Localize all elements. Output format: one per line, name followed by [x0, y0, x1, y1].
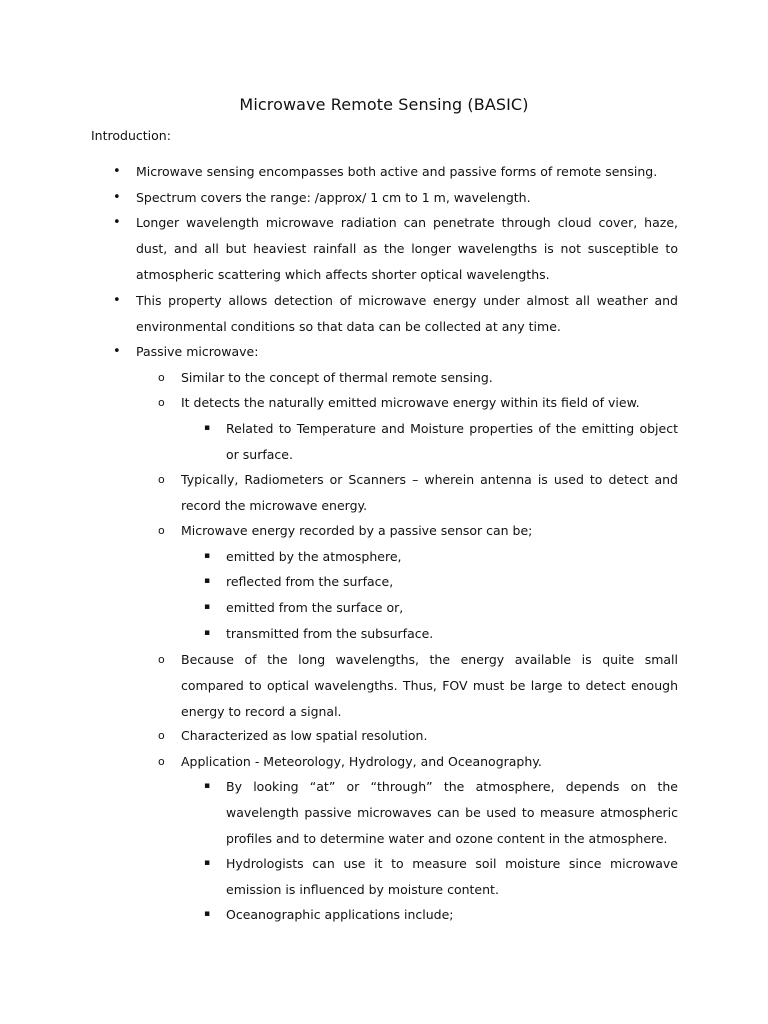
list-item [113, 288, 678, 340]
bullet-icon: • [113, 293, 121, 308]
square-bullet-icon: ▪ [204, 909, 211, 919]
sub-list-item [158, 749, 678, 775]
list-item-text: Similar to the concept of thermal remote sensing. [181, 370, 493, 385]
list-item-text: Microwave sensing encompasses both active and passive forms of remote sensing. [136, 164, 658, 179]
square-bullet-icon: ▪ [204, 551, 211, 561]
sub-sub-list-item [204, 774, 678, 851]
list-item-text: Oceanographic applications include; [226, 907, 454, 922]
bullet-icon: • [113, 190, 121, 205]
list-item-text: emitted from the surface or, [226, 600, 404, 615]
bullet-icon: • [113, 344, 121, 359]
list-item-text: Related to Temperature and Moisture properties of the emitting object or surface. [226, 421, 678, 462]
square-bullet-icon: ▪ [204, 423, 211, 433]
list-item-text: Longer wavelength microwave radiation can penetrate through cloud cover, haze, dust, and all but heaviest rainfall as the longer wavelengths is not susceptible to atmospheric scattering which affects shorter optical wavelengths. [136, 215, 678, 282]
sub-list-item [158, 518, 678, 544]
list-item [113, 210, 678, 287]
circle-bullet-icon: o [158, 729, 165, 742]
list-item-text: Application - Meteorology, Hydrology, and Oceanography. [181, 754, 542, 769]
list-item-text: By looking “at” or “through” the atmosphere, depends on the wavelength passive microwaves can be used to measure atmospheric profiles and to determine water and ozone content in the atmosphere. [226, 779, 678, 846]
circle-bullet-icon: o [158, 396, 165, 409]
list-item-text: emitted by the atmosphere, [226, 549, 402, 564]
bullet-icon: • [113, 215, 121, 230]
circle-bullet-icon: o [158, 755, 165, 768]
sub-list-item [158, 390, 678, 416]
list-item-text: Because of the long wavelengths, the energy available is quite small compared to optical wavelengths. Thus, FOV must be large to detect enough energy to record a signal. [181, 652, 678, 719]
sub-list-item [158, 723, 678, 749]
list-item [113, 159, 678, 185]
bullet-icon: • [113, 164, 121, 179]
sub-sub-list-item [204, 851, 678, 903]
sub-list-item [158, 647, 678, 724]
list-item [113, 339, 678, 365]
list-item-text: Hydrologists can use it to measure soil moisture since microwave emission is influenced by moisture content. [226, 856, 678, 897]
circle-bullet-icon: o [158, 371, 165, 384]
square-bullet-icon: ▪ [204, 576, 211, 586]
square-bullet-icon: ▪ [204, 858, 211, 868]
list-item-text: This property allows detection of microwave energy under almost all weather and environmental conditions so that data can be collected at any time. [136, 293, 678, 334]
sub-list-item [158, 467, 678, 519]
list-item-text: Characterized as low spatial resolution. [181, 728, 428, 743]
sub-list-item [158, 365, 678, 391]
section-heading-introduction: Introduction: [91, 128, 171, 143]
page-title: Microwave Remote Sensing (BASIC) [239, 95, 529, 114]
sub-sub-list-item [204, 595, 678, 621]
sub-sub-list-item [204, 544, 678, 570]
list-item-text: Typically, Radiometers or Scanners – wherein antenna is used to detect and record the microwave energy. [181, 472, 678, 513]
list-item-text: transmitted from the subsurface. [226, 626, 434, 641]
circle-bullet-icon: o [158, 524, 165, 537]
sub-sub-list-item [204, 569, 678, 595]
square-bullet-icon: ▪ [204, 781, 211, 791]
circle-bullet-icon: o [158, 473, 165, 486]
list-item-text: reflected from the surface, [226, 574, 394, 589]
list-item-text: Passive microwave: [136, 344, 259, 359]
list-item-text: Spectrum covers the range: /approx/ 1 cm to 1 m, wavelength. [136, 190, 531, 205]
square-bullet-icon: ▪ [204, 602, 211, 612]
square-bullet-icon: ▪ [204, 628, 211, 638]
list-item-text: Microwave energy recorded by a passive sensor can be; [181, 523, 533, 538]
circle-bullet-icon: o [158, 653, 165, 666]
sub-sub-list-item [204, 621, 678, 647]
list-item-text: It detects the naturally emitted microwave energy within its field of view. [181, 395, 640, 410]
sub-sub-list-item [204, 902, 678, 928]
sub-sub-list-item [204, 416, 678, 468]
list-item [113, 185, 678, 211]
